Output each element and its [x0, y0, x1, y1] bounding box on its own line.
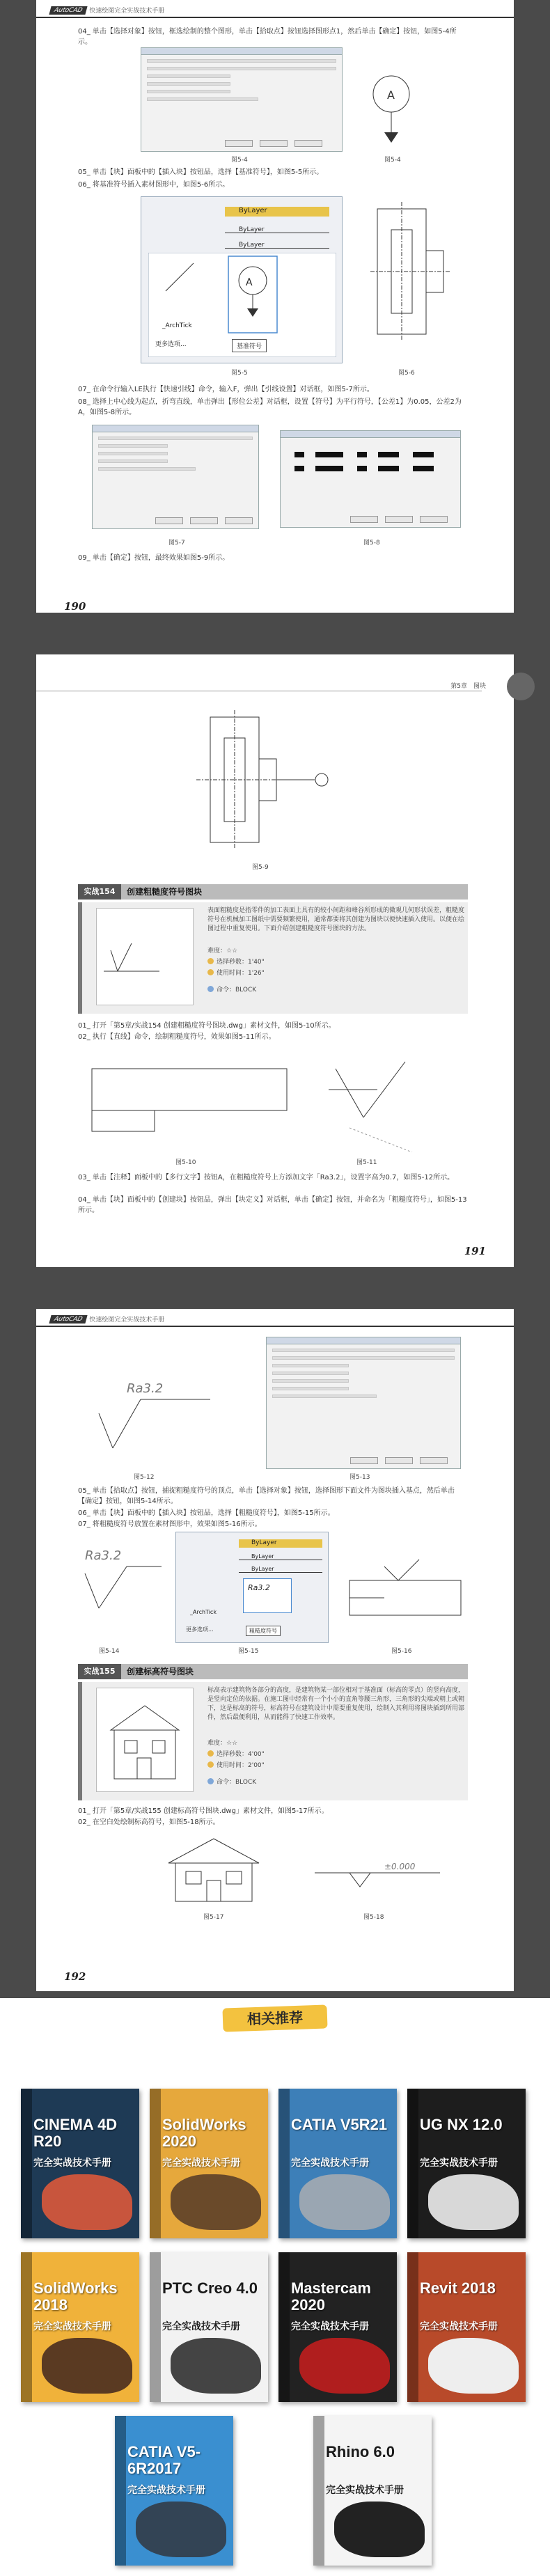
clock-icon	[207, 1761, 214, 1768]
book-cover[interactable]	[313, 2416, 432, 2566]
ra-symbol-5-14	[78, 1539, 168, 1636]
section-description: 表面粗糙度是指零件的加工表面上具有的较小间距和峰谷所形成的微观几何形状误差，粗糙度符号在机械加工图纸中需要频繁使用，通常都要将其创建为图块以便快速插入使用。以便在绘图过程中重复使用。下面介绍创建粗糙度符号图块的方法。	[207, 907, 465, 932]
page-number: 192	[64, 1970, 86, 1983]
cover-art	[42, 2338, 132, 2394]
book-title: CINEMA 4D R20	[33, 2116, 118, 2150]
layer-combo[interactable]: ByLayer	[225, 207, 329, 217]
cover-art	[428, 2174, 519, 2230]
recommend-title: 相关推荐	[246, 2009, 304, 2028]
recommendation-section	[0, 1998, 550, 2576]
autocad-logo: AutoCAD	[49, 1315, 87, 1324]
difficulty: 难度：☆☆	[207, 1740, 238, 1747]
book-spine	[407, 2089, 418, 2238]
book-spine	[150, 2089, 161, 2238]
chapter-tab	[507, 673, 535, 700]
difficulty: 难度：☆☆	[207, 948, 238, 955]
caption: 图5-6	[398, 370, 415, 377]
palette-tooltip: 粗糙度符号	[246, 1626, 281, 1636]
step-01: 01_ 打开「第5章/实战155 创建标高符号图块.dwg」素材文件，如图5-17所示。	[78, 1807, 329, 1815]
command: 命令：BLOCK	[207, 1777, 256, 1786]
part-drawing-5-16	[343, 1553, 468, 1629]
section-header	[78, 884, 468, 900]
step-07: 07_ 将粗糙度符号放置在素材图形中，效果如图5-16所示。	[78, 1521, 262, 1528]
book-title: Rhino 6.0	[326, 2443, 395, 2460]
section-tag: 实战154	[78, 884, 121, 900]
book-spine	[407, 2252, 418, 2402]
section-infobox	[78, 1682, 468, 1800]
recommend-title-badge	[209, 2004, 341, 2033]
section-thumbnail	[96, 1688, 194, 1792]
section-description: 标高表示建筑物各部分的高度，是建筑物某一部位相对于基准面（标高的零点）的竖向高度，是竖向定位的依据。在施工图中经常有一个小小的直角等腰三角形，三角形的尖端或朝上或朝下，这是标高的符号，标高符号在建筑设计中需要重复使用，绘制入其利用将图块插到所用部件，然后最便利用，从而能得了快速工作效率。	[207, 1687, 465, 1721]
section-title: 创建粗糙度符号图块	[127, 887, 203, 897]
elevation-text: ±0.000	[384, 1862, 416, 1871]
book-subtitle: 完全实战技术手册	[162, 2158, 240, 2169]
book-title: Mastercam 2020	[291, 2279, 371, 2314]
book-subtitle: 完全实战技术手册	[33, 2321, 111, 2332]
command: 命令：BLOCK	[207, 984, 256, 994]
caption: 图5-11	[356, 1159, 377, 1166]
datum-letter: A	[387, 88, 395, 102]
book-spine	[21, 2089, 32, 2238]
book-spine	[313, 2416, 324, 2566]
book-spine	[115, 2416, 126, 2566]
time-2: 使用时间：2'00"	[207, 1760, 265, 1769]
cover-art	[334, 2502, 425, 2557]
section-tag: 实战155	[78, 1664, 121, 1679]
tolerance-grid	[281, 438, 460, 508]
book-subtitle: 完全实战技术手册	[291, 2321, 369, 2332]
cover-art	[171, 2338, 261, 2394]
section-infobox	[78, 902, 468, 1014]
book-subtitle: 完全实战技术手册	[420, 2321, 498, 2332]
book-cover[interactable]	[21, 2089, 139, 2238]
clock-icon	[207, 1750, 214, 1757]
palette-item-archtick[interactable]: _ArchTick	[190, 1609, 217, 1615]
step-01: 01_ 打开「第5章/实战154 创建粗糙度符号图块.dwg」素材文件，如图5-10所示。	[78, 1022, 336, 1030]
leader-settings-dialog	[92, 425, 259, 529]
step-07: 07_ 在命令行输入LE执行【快速引线】命令，输入F，弹出【引线设置】对话框，如图5-7所示。	[78, 386, 374, 393]
step-03: 03_ 单击【注释】面板中的【多行文字】按钮A，在粗糙度符号上方添加文字「Ra3.2」，设置字高为0.7，如图5-12所示。	[78, 1174, 455, 1181]
clock-icon	[207, 958, 214, 964]
ra-text: Ra3.2	[127, 1381, 164, 1396]
book-subtitle: 完全实战技术手册	[33, 2158, 111, 2169]
cover-art	[42, 2174, 132, 2230]
insert-palette	[141, 196, 343, 363]
ra-symbol-drawing	[85, 1372, 224, 1469]
page-number: 190	[64, 600, 86, 613]
caption: 图5-7	[168, 540, 185, 547]
book-subtitle: 完全实战技术手册	[326, 2485, 404, 2496]
palette-datum-letter: A	[246, 277, 253, 288]
book-subtitle: 完全实战技术手册	[162, 2321, 240, 2332]
book-title: 快速绘图完全实战技术手册	[89, 8, 165, 15]
command-icon	[207, 986, 214, 992]
section-title: 创建标高符号图块	[127, 1667, 194, 1676]
more-options-link[interactable]: 更多选项...	[186, 1626, 214, 1633]
ra-text: Ra3.2	[85, 1548, 122, 1563]
more-options-link[interactable]: 更多选项...	[155, 341, 187, 348]
book-title: PTC Creo 4.0	[162, 2279, 258, 2297]
book-spine	[21, 2252, 32, 2402]
caption: 图5-9	[252, 864, 269, 871]
palette-tooltip: 基准符号	[232, 339, 267, 352]
book-title: CATIA V5-6R2017	[127, 2443, 201, 2477]
caption: 图5-15	[238, 1648, 259, 1655]
cover-art	[136, 2502, 226, 2557]
book-cover[interactable]	[21, 2252, 139, 2402]
book-spine	[278, 2252, 290, 2402]
book-cover[interactable]	[278, 2252, 397, 2402]
step-06: 06_ 将基准符号插入素材图形中，如图5-6所示。	[78, 181, 230, 189]
step-02: 02_ 执行【直线】命令，绘制粗糙度符号，效果如图5-11所示。	[78, 1033, 276, 1041]
caption: 图5-17	[203, 1914, 224, 1921]
caption: 图5-12	[134, 1474, 155, 1481]
time-1: 选择秒数：4'00"	[207, 1749, 265, 1758]
step-05: 05_ 单击【块】面板中的【插入块】按钮品，选择【基准符号】，如图5-5所示。	[78, 168, 324, 176]
book-page-192	[36, 1309, 514, 1991]
linetype-combo[interactable]: ByLayer	[239, 1553, 322, 1560]
caption: 图5-10	[175, 1159, 196, 1166]
house-drawing-5-17	[162, 1835, 266, 1905]
part-drawing-5-6	[363, 202, 461, 355]
autocad-logo: AutoCAD	[49, 6, 87, 15]
command-icon	[207, 1778, 214, 1784]
step-06: 06_ 单击【块】面板中的【插入块】按钮品，选择【粗糙度符号】，如图5-15所示。	[78, 1509, 335, 1517]
caption: 图5-16	[391, 1648, 412, 1655]
step-05: 05_ 单击【拾取点】按钮，捕捉粗糙度符号的顶点，单击【选择对象】按钮，选择图形下面文件为图块插入基点，然后单击【确定】按钮，如图5-14所示。	[78, 1487, 455, 1505]
block-define-dialog	[266, 1337, 461, 1469]
book-cover[interactable]	[150, 2089, 268, 2238]
book-subtitle: 完全实战技术手册	[291, 2158, 369, 2169]
book-cover[interactable]	[278, 2089, 397, 2238]
geometric-tolerance-dialog	[280, 430, 461, 528]
roughness-drawings	[85, 1055, 475, 1152]
linetype-combo[interactable]: ByLayer	[225, 226, 329, 233]
book-page-190	[36, 0, 514, 613]
step-08: 08_ 选择上中心线为起点，折弯直线，单击弹出【形位公差】对话框，设置【符号】为平行符号，【公差1】为0.05，公差2为A，如图5-8所示。	[78, 398, 462, 416]
caption: 图5-14	[99, 1648, 120, 1655]
caption: 图5-4	[231, 157, 248, 164]
caption: 图5-13	[349, 1474, 370, 1481]
palette-ra-preview: Ra3.2	[243, 1578, 292, 1613]
caption: 图5-18	[363, 1914, 384, 1921]
book-cover[interactable]	[115, 2416, 233, 2566]
clock-icon	[207, 969, 214, 975]
layer-combo[interactable]: ByLayer	[239, 1539, 322, 1548]
book-title: CATIA V5R21	[291, 2116, 388, 2133]
caption: 图5-4	[384, 157, 401, 164]
book-page-191	[36, 654, 514, 1267]
caption: 图5-5	[231, 370, 248, 377]
section-thumbnail	[96, 908, 194, 1005]
book-title: 快速绘图完全实战技术手册	[89, 1317, 165, 1324]
elevation-symbol-5-18	[308, 1845, 447, 1901]
section-header	[78, 1664, 468, 1679]
book-subtitle: 完全实战技术手册	[420, 2158, 498, 2169]
book-spine	[278, 2089, 290, 2238]
block-define-dialog	[141, 47, 343, 152]
book-title: Revit 2018	[420, 2279, 496, 2297]
step-09: 09_ 单击【确定】按钮，最终效果如图5-9所示。	[78, 554, 230, 562]
step-04: 04_ 单击【选择对象】按钮，框选绘制的整个图形，单击【拾取点】按钮选择图形点1，然后单击【确定】按钮，如图5-4所示。	[78, 28, 457, 46]
header-rule	[36, 17, 514, 18]
chapter-header: 第5章 图块	[450, 683, 486, 690]
lineweight-combo[interactable]: ByLayer	[239, 1566, 322, 1573]
book-spine	[150, 2252, 161, 2402]
time-2: 使用时间：1'26"	[207, 968, 265, 977]
step-02: 02_ 在空白处绘制标高符号，如图5-18所示。	[78, 1819, 220, 1826]
cover-art	[299, 2174, 390, 2230]
running-header	[50, 6, 164, 15]
header-rule	[36, 1326, 514, 1327]
datum-symbol-drawing	[356, 56, 426, 153]
cover-art	[428, 2338, 519, 2394]
page-number: 191	[464, 1245, 486, 1257]
insert-palette	[175, 1532, 329, 1643]
part-drawing-5-9	[175, 710, 356, 856]
book-title: SolidWorks 2020	[162, 2116, 246, 2150]
cover-art	[299, 2338, 390, 2394]
caption: 图5-8	[363, 540, 380, 547]
time-1: 选择秒数：1'40"	[207, 957, 265, 966]
book-title: SolidWorks 2018	[33, 2279, 118, 2314]
book-subtitle: 完全实战技术手册	[127, 2485, 205, 2496]
book-cover[interactable]	[150, 2252, 268, 2402]
book-cover[interactable]	[407, 2252, 526, 2402]
palette-item-archtick[interactable]: _ArchTick	[162, 322, 192, 329]
step-04: 04_ 单击【块】面板中的【创建块】按钮品，弹出【块定义】对话框，单击【确定】按钮，并命名为「粗糙度符号」，如图5-13所示。	[78, 1196, 467, 1214]
running-header	[50, 1314, 164, 1324]
book-cover[interactable]	[407, 2089, 526, 2238]
cover-art	[171, 2174, 261, 2230]
book-title: UG NX 12.0	[420, 2116, 503, 2133]
lineweight-combo[interactable]: ByLayer	[225, 242, 329, 249]
